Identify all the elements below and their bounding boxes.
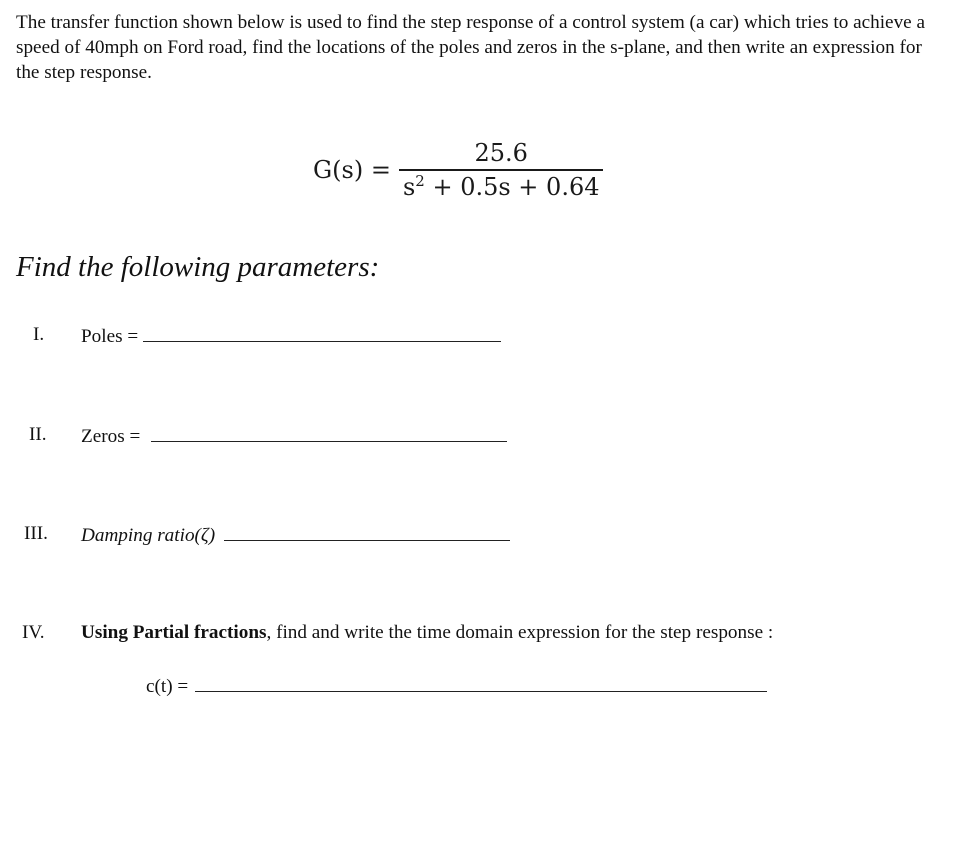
question-numeral: I. [33,324,45,345]
step-response-answer-blank[interactable] [195,673,767,692]
problem-statement: The transfer function shown below is used to find the step response of a control system (a car) which tries to achieve a speed of 40mph on Ford road, find the locations of the poles and zeros in the s-plane, and then write an expression for the step response. [16,12,925,83]
transfer-function-fraction [399,139,604,201]
question-body [81,323,501,349]
question-label: Zeros = [81,426,141,447]
denominator-s: s [402,172,416,201]
transfer-function-denominator [399,171,604,201]
question-label: Poles = [81,326,139,347]
question-numeral: IV. [22,622,45,643]
question-label-bold: Using Partial fractions [81,622,267,643]
section-heading: Find the following parameters: [16,251,380,283]
question-numeral: III. [24,523,48,544]
transfer-function-numerator: 25.6 [474,139,528,168]
step-response-answer [146,673,767,699]
question-body [81,621,773,645]
transfer-function [313,138,603,202]
question-label-rest: , find and write the time domain expression for the step response : [266,622,774,643]
denominator-exponent: 2 [415,171,425,190]
poles-answer-blank[interactable] [143,323,501,342]
question-body [81,423,507,449]
question-body [81,522,510,548]
question-numeral: II. [29,424,47,445]
question-label: Damping ratio(ζ) [81,525,216,546]
zeros-answer-blank[interactable] [151,423,507,442]
answer-label: c(t) = [146,676,189,697]
denominator-rest: + 0.5s + 0.64 [424,172,600,201]
transfer-function-lhs: G(s) = [313,156,391,184]
damping-ratio-answer-blank[interactable] [224,522,510,541]
